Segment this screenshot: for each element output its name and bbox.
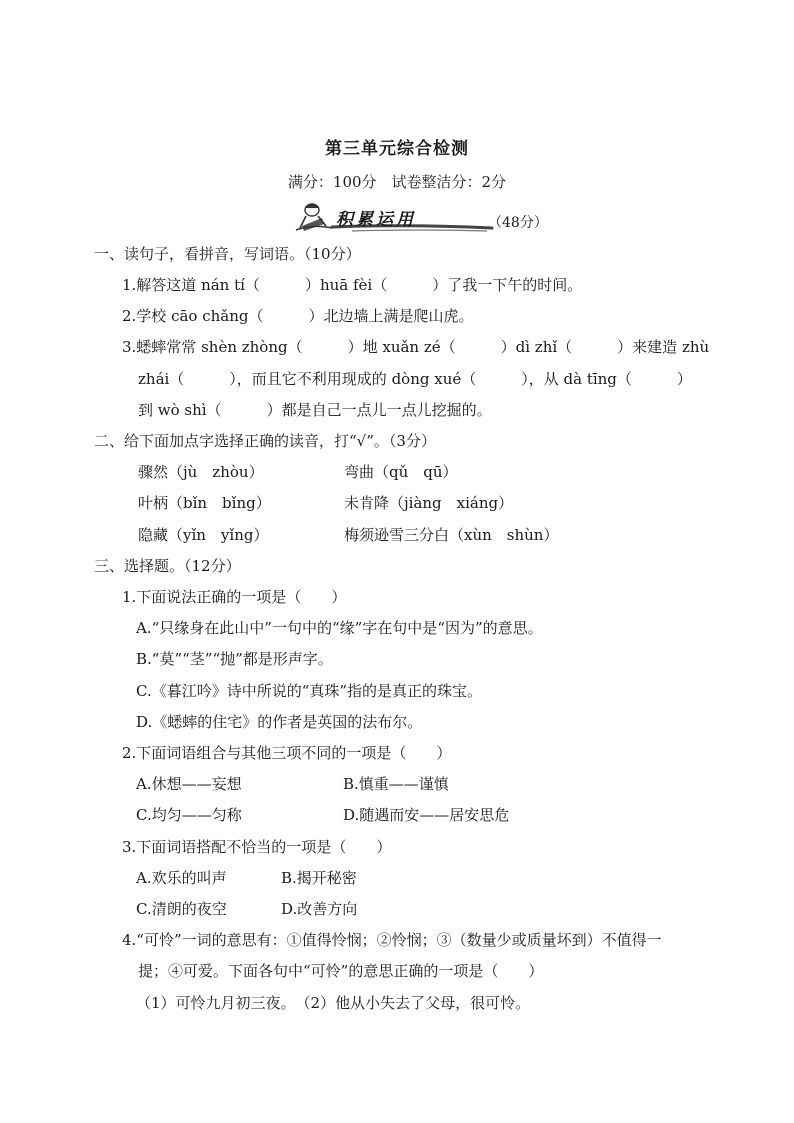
- q1-item-3-line-2: zhái（ ），而且它不利用现成的 dòng xué（ ），从 dà tīng（ ）: [138, 370, 692, 388]
- q3-sub-1-option: A.“只缘身在此山中”一句中的“缘”字在句中是“因为”的意思。: [136, 619, 543, 637]
- q3-sub-4-line-3: （1）可怜九月初三夜。 （2）他从小失去了父母，很可怜。: [136, 994, 531, 1012]
- q3-sub-4-line-2: 提；④可爱。下面各句中“可怜”的意思正确的一项是（ ）: [138, 962, 544, 980]
- q3-sub-3-option: D.改善方向: [281, 900, 358, 918]
- q3-sub-2-option: D.随遇而安——居安思危: [343, 806, 510, 824]
- q3-sub-1-option: B.“莫”“茎”“抛”都是形声字。: [136, 650, 333, 668]
- q3-sub-1-option: C.《暮江吟》诗中所说的“真珠”指的是真正的珠宝。: [136, 682, 483, 700]
- q3-sub-3-stem: 3.下面词语搭配不恰当的一项是（ ）: [122, 838, 392, 856]
- q3-sub-2-option: A.休想——妄想: [136, 775, 242, 793]
- q2-item: 骤然（jù zhòu）: [138, 463, 264, 481]
- q2-item: 梅须逊雪三分白（xùn shùn）: [344, 526, 559, 544]
- q1-item-3-line-1: 3.蟋蟀常常 shèn zhòng（ ）地 xuǎn zé（ ）dì zhǐ（ ）来建造 zhù: [122, 338, 710, 356]
- section-score: （48分）: [488, 215, 548, 231]
- q2-item: 隐藏（yǐn yǐng）: [138, 526, 269, 544]
- q1-item-3-line-3: 到 wò shì（ ）都是自己一点儿一点儿挖掘的。: [138, 401, 492, 419]
- q3-sub-1-option: D.《蟋蟀的住宅》的作者是英国的法布尔。: [136, 713, 423, 731]
- q3-sub-2-stem: 2.下面词语组合与其他三项不同的一项是（ ）: [122, 744, 452, 762]
- section-banner: [292, 200, 622, 234]
- q2-item: 叶柄（bǐn bǐng）: [138, 494, 271, 512]
- q3-sub-4-line-1: 4.“可怜”一词的意思有：①值得怜悯；②怜悯；③（数量少或质量坏到）不值得一: [122, 931, 662, 949]
- q2-heading: 二、给下面加点字选择正确的读音，打“√”。（3分）: [94, 432, 436, 450]
- section-label: 积累运用: [336, 210, 416, 230]
- q3-heading: 三、选择题。（12分）: [94, 557, 241, 575]
- q2-item: 未肯降（jiàng xiáng）: [344, 494, 514, 512]
- q2-item: 弯曲（qǔ qū）: [344, 463, 458, 481]
- q1-item-2: 2.学校 cāo chǎng（ ）北边墙上满是爬山虎。: [122, 307, 474, 325]
- score-info: 满分：100分 试卷整洁分：2分: [287, 173, 507, 191]
- q1-item-1: 1.解答这道 nán tí（ ）huā fèi（ ）了我一下午的时间。: [122, 276, 583, 294]
- q3-sub-3-option: A.欢乐的叫声: [136, 869, 227, 887]
- q1-heading: 一、读句子，看拼音，写词语。（10分）: [94, 245, 361, 263]
- q3-sub-2-option: B.慎重——谨慎: [343, 775, 449, 793]
- q3-sub-3-option: B.揭开秘密: [281, 869, 357, 887]
- q3-sub-2-option: C.均匀——匀称: [136, 806, 242, 824]
- q3-sub-1-stem: 1.下面说法正确的一项是（ ）: [122, 588, 347, 606]
- page-title: 第三单元综合检测: [325, 139, 469, 159]
- q3-sub-3-option: C.清朗的夜空: [136, 900, 227, 918]
